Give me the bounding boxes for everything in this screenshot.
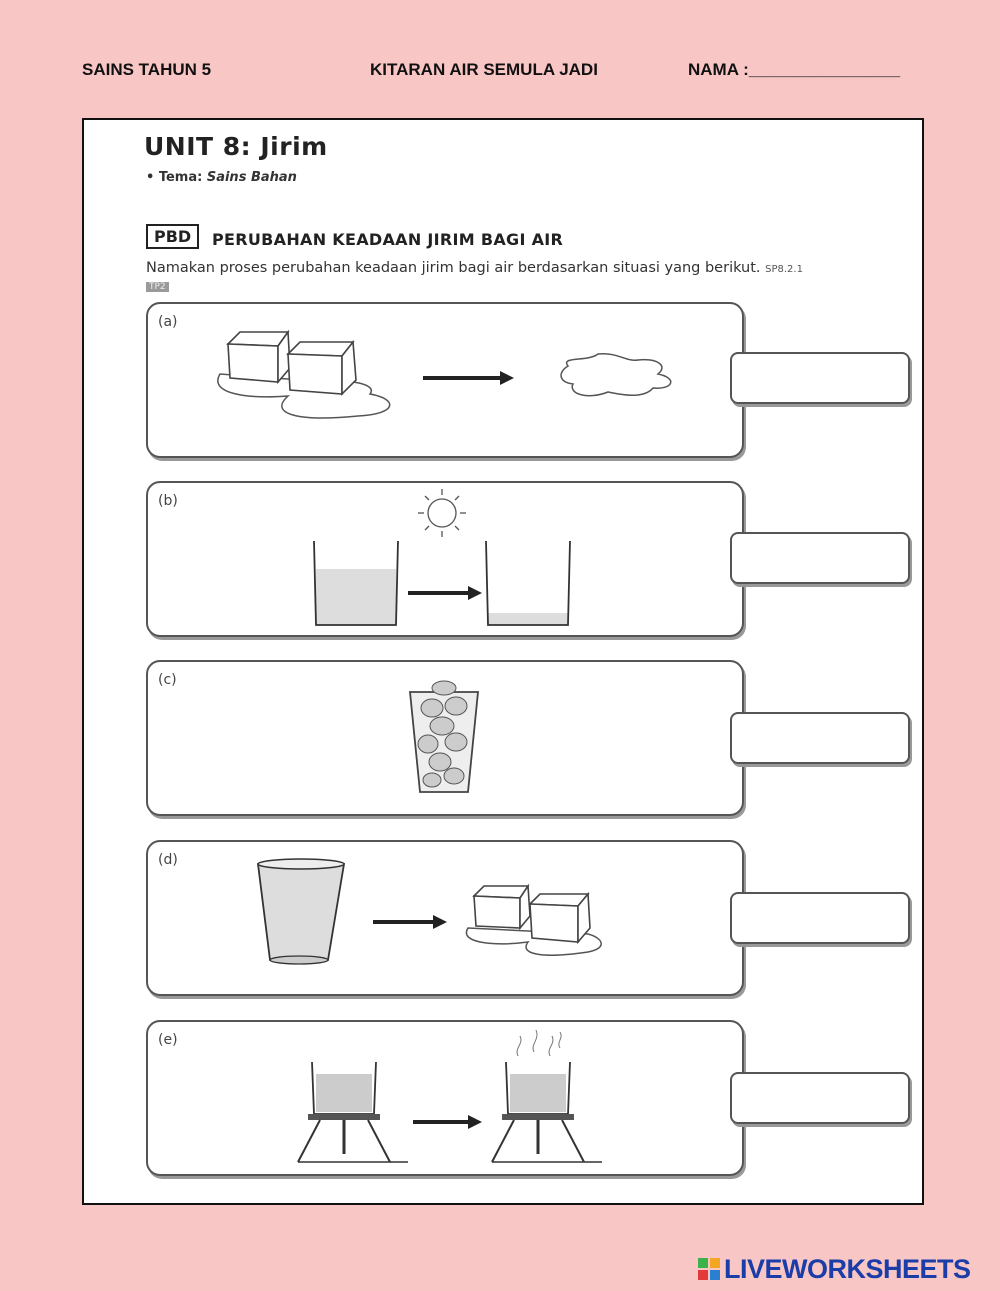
answer-box-b[interactable]	[730, 532, 910, 584]
evaporation-illustration	[148, 483, 746, 639]
answer-box-c[interactable]	[730, 712, 910, 764]
pbd-tag: PBD	[146, 224, 199, 249]
answer-box-d[interactable]	[730, 892, 910, 944]
unit-title: UNIT 8: Jirim	[144, 132, 328, 161]
sun-icon	[418, 489, 466, 537]
item-card-e	[146, 1020, 744, 1176]
item-card-c	[146, 660, 744, 816]
item-label-e: (e)	[158, 1032, 178, 1048]
item-label-a: (a)	[158, 314, 178, 330]
boiling-illustration	[148, 1022, 746, 1178]
item-label-c: (c)	[158, 672, 177, 688]
name-label: NAMA :________________	[688, 60, 901, 79]
tema-label: • Tema:	[146, 170, 203, 185]
freezing-illustration	[148, 842, 746, 998]
section-title: PERUBAHAN KEADAAN JIRIM BAGI AIR	[212, 230, 564, 249]
liveworksheets-brand: LIVEWORKSHEETS	[724, 1254, 971, 1284]
subject-label: SAINS TAHUN 5	[82, 60, 212, 79]
liveworksheets-logo-icon	[698, 1258, 720, 1280]
worksheet-frame	[82, 118, 924, 1205]
tp-badge: TP2	[146, 282, 169, 292]
item-label-b: (b)	[158, 493, 178, 509]
tema-value: Sains Bahan	[206, 170, 297, 185]
sp-code: SP8.2.1	[765, 264, 803, 275]
item-card-d	[146, 840, 744, 996]
item-label-d: (d)	[158, 852, 178, 868]
item-card-a	[146, 302, 744, 458]
item-card-b	[146, 481, 744, 637]
instruction-body: Namakan proses perubahan keadaan jirim bagi air berdasarkan situasi yang berikut.	[146, 260, 761, 276]
melting-illustration	[148, 304, 746, 460]
instruction-text	[146, 260, 803, 276]
answer-box-a[interactable]	[730, 352, 910, 404]
topic-label: KITARAN AIR SEMULA JADI	[370, 60, 598, 79]
condensation-illustration	[148, 662, 746, 818]
answer-box-e[interactable]	[730, 1072, 910, 1124]
tema-line	[146, 170, 297, 185]
